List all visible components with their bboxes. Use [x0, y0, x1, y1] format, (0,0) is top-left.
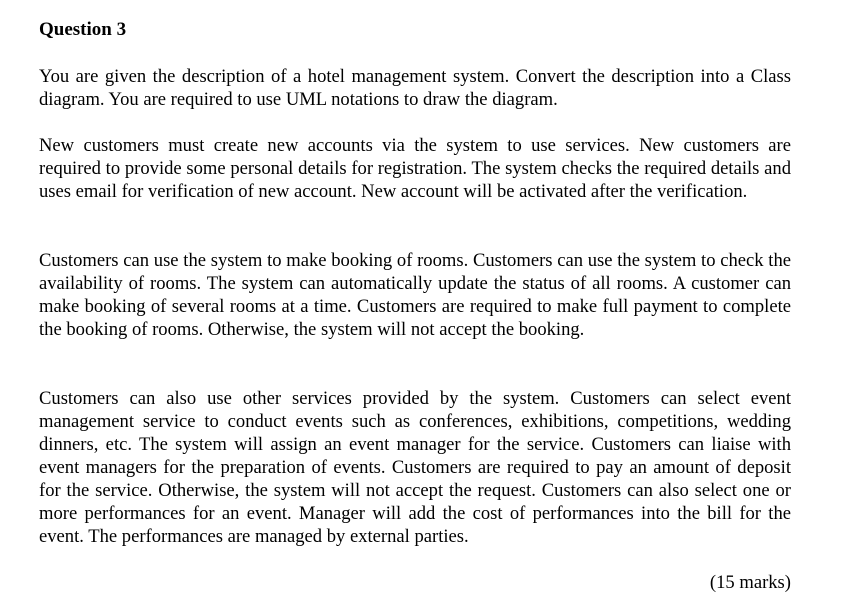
services-paragraph: Customers can also use other services provided by the system. Customers can select event management service to conduct events such as conferences, exhibitions, competitions, wedding dinners, etc. The system will assign an event manager for the service. Customers can liaise with event managers for the preparation of events. Customers are required to pay an amount of deposit for the service. Otherwise, the system will not accept the request. Customers can also select one or more performances for an event. Manager will add the cost of performances into the bill for the event. The performances are managed by external parties.	[39, 388, 791, 547]
booking-paragraph: Customers can use the system to make booking of rooms. Customers can use the system to check the availability of rooms. The system can automatically update the status of all rooms. A customer can make booking of several rooms at a time. Customers are required to make full payment to complete the booking of rooms. Otherwise, the system will not accept the booking.	[39, 250, 791, 340]
intro-paragraph: You are given the description of a hotel management system. Convert the description into a Class diagram. You are required to use UML notations to draw the diagram.	[39, 66, 791, 110]
question-title: Question 3	[39, 19, 127, 40]
accounts-paragraph: New customers must create new accounts via the system to use services. New customers are required to provide some personal details for registration. The system checks the required details and uses email for verification of new account. New account will be activated after the verification.	[39, 135, 791, 202]
marks-label: (15 marks)	[709, 572, 791, 593]
